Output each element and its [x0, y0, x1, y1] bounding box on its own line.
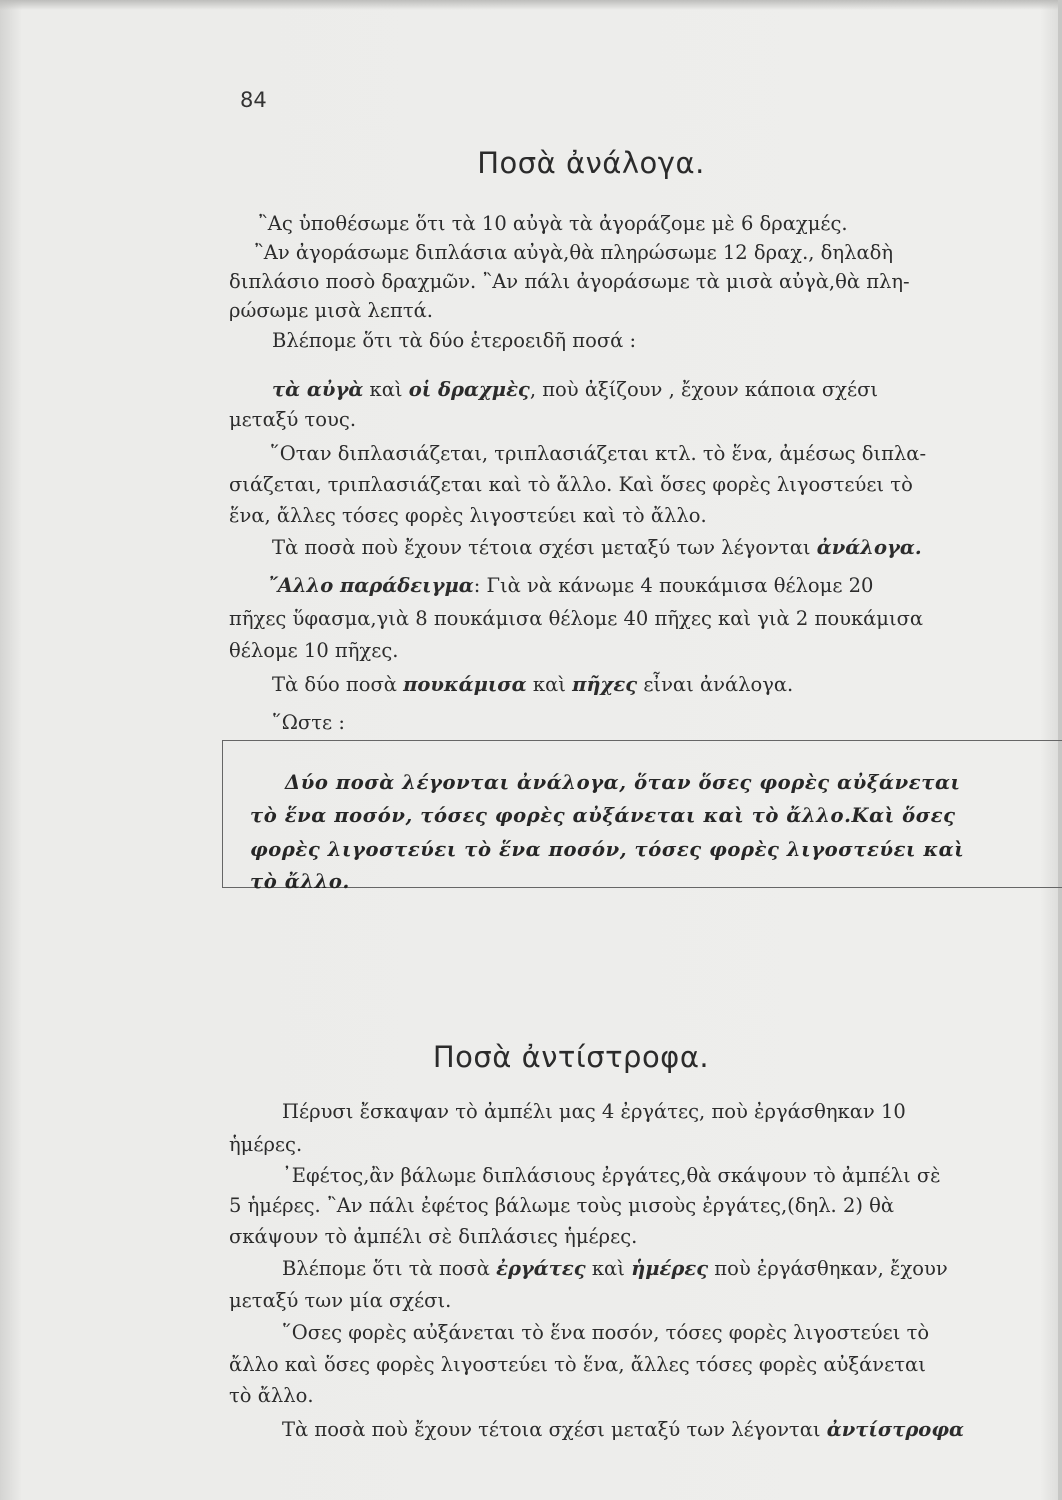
section-title-inverse: Ποσὰ ἀντίστροφα. [432, 1040, 710, 1074]
inline-text: , ποὺ ἀξίζουν , ἔχουν κάποια σχέσι [529, 378, 879, 401]
inline-text: Τὰ ποσὰ ποὺ ἔχουν τέτοια σχέσι μεταξύ των λέγονται [282, 1418, 821, 1441]
top-shadow [0, 0, 1062, 10]
text-line [272, 377, 878, 403]
text-line: μεταξύ των μία σχέσι. [229, 1289, 452, 1312]
text-line: διπλάσιο ποσὸ δραχμῶν. ῍Αν πάλι ἀγοράσωμε τὰ μισὰ αὐγὰ,θὰ πλη- [229, 270, 910, 293]
text-line: ᾿Εφέτος,ἂν βάλωμε διπλάσιους ἐργάτες,θὰ σκάψουν τὸ ἀμπέλι σὲ [282, 1164, 941, 1187]
text-line: μεταξύ τους. [229, 408, 357, 431]
text-line [272, 672, 793, 698]
text-line: τὸ ἄλλο. [229, 1384, 314, 1407]
text-line: ρώσωμε μισὰ λεπτά. [229, 299, 433, 322]
definition-line: τὸ ἄλλο. [250, 870, 350, 893]
text-line: σκάψουν τὸ ἀμπέλι σὲ διπλάσιες ἡμέρες. [229, 1225, 638, 1248]
emphasis-cubits: πῆχες [572, 673, 638, 696]
emphasis-proportional: ἀνάλογα. [816, 536, 922, 559]
page-number: 84 [240, 88, 267, 112]
emphasis-days: ἡμέρες [631, 1257, 709, 1280]
emphasis-workers: ἐργάτες [496, 1257, 586, 1280]
text-line: 5 ἡμέρες. ῍Αν πάλι ἐφέτος βάλωμε τοὺς μισοὺς ἐργάτες,(δηλ. 2) θὰ [229, 1194, 895, 1217]
emphasis-shirts: πουκάμισα [403, 673, 527, 696]
inline-text: καὶ [369, 378, 403, 401]
emphasis-another-example: ῎Αλλο παράδειγμα [268, 574, 474, 597]
emphasis-eggs: τὰ αὐγὰ [272, 378, 364, 401]
inline-text: Βλέπομε ὅτι τὰ ποσὰ [282, 1257, 490, 1280]
inline-text: ποὺ ἐργάσθηκαν, ἔχουν [714, 1257, 948, 1280]
inline-text: Τὰ δύο ποσὰ [272, 673, 397, 696]
text-line: ἄλλο καὶ ὅσες φορὲς λιγοστεύει τὸ ἕνα, ἄλλες τόσες φορὲς αὐξάνεται [229, 1353, 926, 1376]
text-line: σιάζεται, τριπλασιάζεται καὶ τὸ ἄλλο. Καὶ ὅσες φορὲς λιγοστεύει τὸ [229, 473, 913, 496]
emphasis-inverse: ἀντίστροφα [826, 1418, 964, 1441]
text-line [282, 1417, 964, 1443]
inline-text: Τὰ ποσὰ ποὺ ἔχουν τέτοια σχέσι μεταξύ των λέγονται [272, 536, 811, 559]
inline-text: καὶ [591, 1257, 625, 1280]
inline-text: καὶ [532, 673, 566, 696]
text-line: ῞Οσες φορὲς αὐξάνεται τὸ ἕνα ποσόν, τόσες φορὲς λιγοστεύει τὸ [282, 1321, 930, 1344]
text-line [268, 573, 873, 599]
text-line: ῞Οταν διπλασιάζεται, τριπλασιάζεται κτλ. τὸ ἕνα, ἀμέσως διπλα- [270, 442, 927, 465]
text-line [272, 535, 922, 561]
text-line: ῞Ωστε : [272, 711, 345, 734]
text-line: ῍Ας ὑποθέσωμε ὅτι τὰ 10 αὐγὰ τὰ ἀγοράζομε μὲ 6 δραχμές. [258, 212, 848, 235]
text-line [282, 1256, 948, 1282]
text-line: Πέρυσι ἔσκαψαν τὸ ἀμπέλι μας 4 ἐργάτες, ποὺ ἐργάσθηκαν 10 [282, 1100, 906, 1123]
text-line: ῍Αν ἀγοράσωμε διπλάσια αὐγὰ,θὰ πληρώσωμε 12 δραχ., δηλαδὴ [254, 241, 894, 264]
definition-line: φορὲς λιγοστεύει τὸ ἕνα ποσόν, τόσες φορὲς λιγοστεύει καὶ [250, 838, 965, 861]
emphasis-drachmas: οἱ δραχμὲς [408, 378, 530, 401]
inline-text: : Γιὰ νὰ κάνωμε 4 πουκάμισα θέλομε 20 [473, 574, 874, 597]
text-line: Βλέπομε ὅτι τὰ δύο ἑτεροειδῆ ποσά : [272, 329, 637, 352]
text-line: πῆχες ὕφασμα,γιὰ 8 πουκάμισα θέλομε 40 πῆχες καὶ γιὰ 2 πουκάμισα [229, 607, 924, 630]
section-title-proportional: Ποσὰ ἀνάλογα. [477, 146, 705, 180]
inline-text: εἶναι ἀνάλογα. [643, 673, 794, 696]
text-line: ἕνα, ἄλλες τόσες φορὲς λιγοστεύει καὶ τὸ ἄλλο. [229, 504, 707, 527]
text-line: ἡμέρες. [229, 1133, 303, 1156]
definition-line: Δύο ποσὰ λέγονται ἀνάλογα, ὅταν ὅσες φορὲς αὐξάνεται [285, 771, 961, 794]
definition-line: τὸ ἕνα ποσόν, τόσες φορὲς αὐξάνεται καὶ τὸ ἄλλο.Καὶ ὅσες [250, 804, 956, 827]
text-line: θέλομε 10 πῆχες. [229, 639, 399, 662]
